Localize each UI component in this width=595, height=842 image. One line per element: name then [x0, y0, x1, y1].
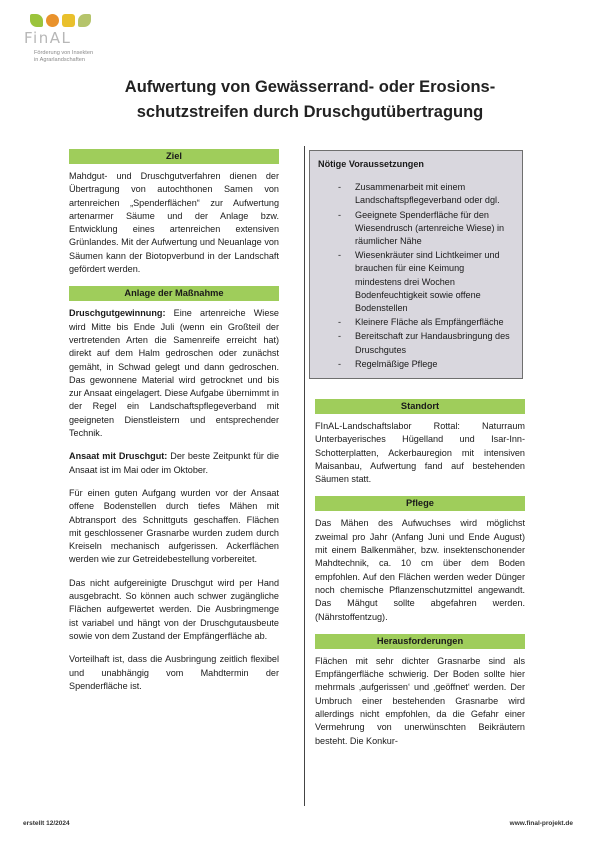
gewinnung-text: Eine artenreiche Wiese wird Mitte bis Ende Juli (wenn ein Großteil der vertretenden Arten die Samenreife erreicht hat) direkt auf dem Halm gedroschen oder zunächst gemäht, in Schwad gelegt und dann gedroschen. Das gewonnene Material wird getrocknet und bis zur Ansaat eingelagert. Diese Aufgabe übernimmt in der Regel ein Landschaftspflegeverband mit geeigneten Dienstleistern und entsprechender Technik.	[69, 308, 279, 439]
list-item: - Regelmäßige Pflege	[338, 358, 438, 369]
prerequisites-list	[318, 181, 514, 371]
list-item: - Kleinere Fläche als Empfängerfläche	[338, 317, 504, 328]
heading-pflege: Pflege	[315, 496, 525, 511]
ansaat-label: Ansaat mit Druschgut:	[69, 451, 168, 462]
hand-paragraph: Das nicht aufgereinigte Druschgut wird per Hand ausgebracht. So können auch schwer zugängliche Flächen aufgewertet werden. Die Ausbringmenge ist variabel und hängt von der Druschgutausbeute sowie von dem Zustand der Empfängerfläche ab.	[69, 577, 279, 641]
prereq-item-text: Kleinere Fläche als Empfängerfläche	[355, 317, 504, 328]
aufgang-paragraph: Für einen guten Aufgang wurden vor der Ansaat offene Bodenstellen durch tiefes Mähen mit Abtransport des Schnittguts geschaffen. Flächen mit geschlossener Grasnarbe wurden zudem durch Kreiseln mechanisch aufgerissen. Ackerflächen werden wie zur Getreidebestellung vorbereitet.	[69, 487, 279, 565]
title-line2: schutzstreifen durch Druschgutübertragung	[136, 103, 484, 121]
list-item: - Wiesenkräuter sind Lichtkeimer und brauchen für eine Keimung mindestens drei Wochen Bodenfeuchtigkeit sowie offene Bodenstellen	[338, 250, 500, 314]
standort-text: FInAL-Landschaftslabor Rottal: Naturraum Unterbayerisches Hügelland und Isar-Inn-Schotterplatten, Ackerbauregion mit intensiven Maisanbau, Aufwertung fand auf bestehenden Säumen statt.	[315, 421, 525, 485]
list-item: - Geeignete Spenderfläche für den Wiesendrusch (artenreiche Wiese) in räumlicher Nähe	[338, 209, 505, 247]
prereq-item-text: Bereitschaft zur Handausbringung des Druschgutes	[355, 331, 510, 355]
prereq-item-text: Geeignete Spenderfläche für den Wiesendrusch (artenreiche Wiese) in räumlicher Nähe	[355, 209, 505, 247]
title-line1: Aufwertung von Gewässerrand- oder Erosions-	[124, 78, 496, 96]
logo-wordmark: FinAL	[24, 29, 72, 47]
prereq-item-text: Zusammenarbeit mit einem Landschaftspflegeverband oder dgl.	[355, 182, 500, 206]
right-column	[315, 396, 525, 758]
gewinnung-label: Druschgutgewinnung:	[69, 308, 166, 319]
footer-date: erstellt 12/2024	[23, 820, 70, 827]
prerequisites-box	[309, 150, 523, 379]
leaf-icon	[30, 14, 43, 27]
page-title	[100, 75, 520, 125]
final-logo	[24, 14, 104, 94]
ansaat-paragraph	[69, 450, 279, 477]
logo-subtitle	[34, 50, 104, 63]
heading-herausforderungen: Herausforderungen	[315, 634, 525, 649]
gewinnung-paragraph	[69, 307, 279, 440]
bee-icon	[62, 14, 75, 27]
ansaat-text: Der beste Zeitpunkt für die Ansaat ist im Mai oder im Oktober.	[69, 451, 280, 475]
pflege-text: Das Mähen des Aufwuchses wird möglichst zweimal pro Jahr (Anfang Juni und Ende August) mit einem Balkenmäher, bzw. insektenschonender Mahdtechnik, ca. 10 cm über dem Boden empfohlen. Auf den Flächen werden weder Dünger noch chemische Pflanzenschutzmittel angewandt. Das Mähgut sollte abgefahren werden. (Nährstoffentzug).	[315, 518, 525, 622]
prereq-item-text: Regelmäßige Pflege	[355, 358, 438, 369]
prerequisites-title: Nötige Voraussetzungen	[318, 159, 424, 169]
wheat-icon	[78, 14, 91, 27]
ziel-text: Mahdgut- und Druschgutverfahren dienen der Übertragung von autochthonen Samen von artenreichen „Spenderflächen“ zur Aufwertung artenarmer Säume und der Anlage bzw. Entwicklung eines artenreichen extensiven Grünlandes. Mit der Aufwertung und Neuanlage von Säumen kann der Biotopverbund in der Landschaft gefördert werden.	[69, 171, 279, 275]
herausforderungen-text: Flächen mit sehr dichter Grasnarbe sind als Empfängerfläche schwierig. Der Boden sollte hier mehrmals ‚aufgerissen‘ und ‚geöffnet‘ werden. Der Umbruch einer bestehenden Grasnarbe wird allerdings nicht empfohlen, da die Gefahr einer Vermehrung von unerwünschten Beikräutern besteht. Die Konkur-	[315, 655, 525, 746]
logo-icons	[30, 14, 104, 27]
prereq-item-text: Wiesenkräuter sind Lichtkeimer und brauchen für eine Keimung mindestens drei Wochen Bodenfeuchtigkeit sowie offene Bodenstellen	[355, 250, 500, 314]
heading-standort: Standort	[315, 399, 525, 414]
heading-anlage: Anlage der Maßnahme	[69, 286, 279, 301]
list-item: - Zusammenarbeit mit einem Landschaftspflegeverband oder dgl.	[338, 182, 500, 206]
flower-icon	[46, 14, 59, 27]
column-divider	[304, 146, 305, 806]
heading-ziel: Ziel	[69, 149, 279, 164]
vorteil-paragraph: Vorteilhaft ist, dass die Ausbringung zeitlich flexibel und unabhängig vom Mahdtermin der Spenderfläche ist.	[69, 654, 279, 691]
footer-website-link[interactable]: www.final-projekt.de	[509, 820, 573, 827]
logo-subtitle-line1: Förderung von Insekten	[34, 50, 94, 56]
logo-subtitle-line2: in Agrarlandschaften	[34, 56, 85, 63]
list-item: - Bereitschaft zur Handausbringung des Druschgutes	[338, 331, 510, 355]
left-column	[69, 146, 279, 703]
